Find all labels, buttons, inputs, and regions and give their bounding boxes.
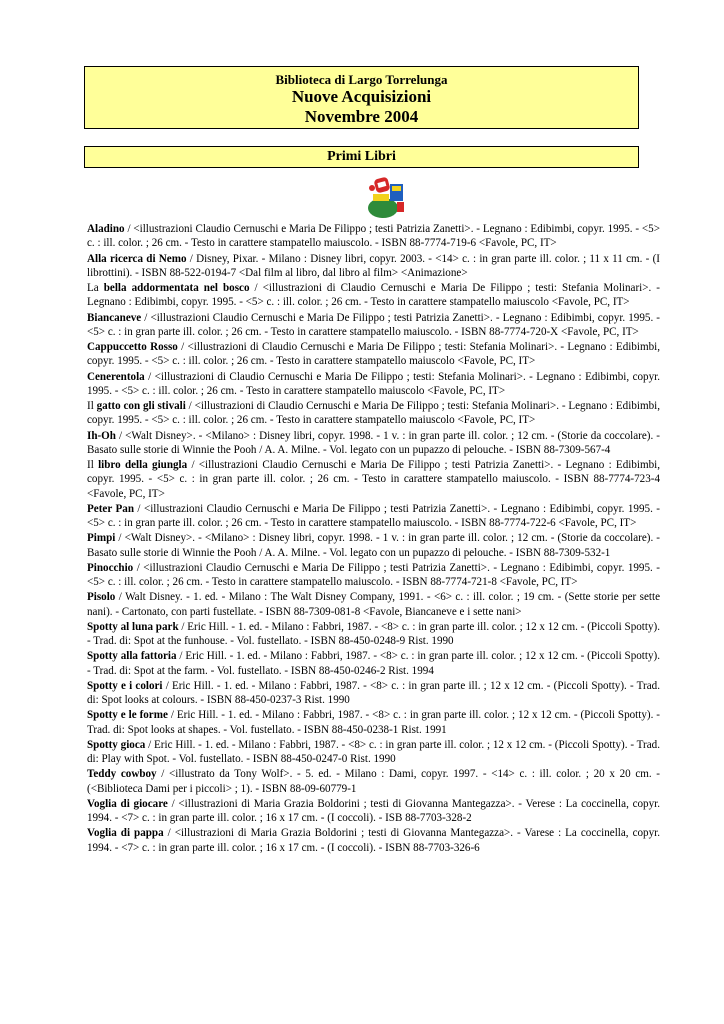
- book-entry: [87, 767, 660, 796]
- book-title: libro della giungla: [98, 459, 188, 471]
- book-description: / <illustrazioni Claudio Cernuschi e Maria De Filippo ; testi Patrizia Zanetti>. - Legnano : Edibimbi, copyr. 1995. - <5> c. : ill. color. ; 26 cm. - Testo in carattere stampatello maiuscolo. - ISBN 88-7774-719-6 <Favole, PC, IT>: [87, 223, 660, 250]
- book-entry: [87, 281, 660, 310]
- book-description: / <illustrazioni di Claudio Cernuschi e Maria De Filippo ; testi: Stefania Molinari>. - Legnano : Edibimbi, copyr. 1995. - <5> c. : ill. color. ; 26 cm. - Testo in carattere stampatello maiuscolo <Favole, PC, IT>: [87, 400, 660, 427]
- book-description: / <illustrazioni Claudio Cernuschi e Maria De Filippo ; testi Patrizia Zanetti>. - Legnano : Edibimbi, copyr. 1995. - <5> c. : in gran parte ill. color. ; 26 cm. - Testo in carattere stampatello maiuscolo. - ISBN 88-7774-722-6 <Favole, PC, IT>: [87, 502, 660, 530]
- book-title: Cappuccetto Rosso: [87, 341, 178, 353]
- book-title: Pinocchio: [87, 561, 134, 574]
- header-box: [84, 66, 639, 129]
- book-description: / <Walt Disney>. - <Milano> : Disney libri, copyr. 1998. - 1 v. : in gran parte ill. color. ; 12 cm. - (Storie da coccolare). - Basato sulle storie di Winnie the Pooh / A. A. Milne. - Vol. legato con un pupazzo di pelouche. - ISBN 88-7309-532-1: [87, 532, 660, 559]
- book-entry: [87, 531, 660, 560]
- book-entry: [87, 252, 660, 281]
- book-list: [87, 222, 660, 856]
- book-entry: [87, 620, 660, 649]
- book-article: La: [87, 282, 104, 294]
- library-name: Biblioteca di Largo Torrelunga: [275, 72, 448, 87]
- book-title: Ih-Oh: [87, 429, 116, 442]
- book-description: / Disney, Pixar. - Milano : Disney libri, copyr. 2003. - <14> c. : in gran parte ill. color. ; 11 x 11 cm. - (I librottini). - ISBN 88-522-0194-7 <Dal film al libro, dal libro al film> <Animazione>: [87, 252, 660, 279]
- period-title: Novembre 2004: [304, 107, 419, 126]
- book-title: Voglia di giocare: [87, 797, 168, 810]
- book-title: Alla ricerca di Nemo: [87, 252, 187, 265]
- book-entry: [87, 340, 660, 369]
- book-description: / <illustrato da Tony Wolf>. - 5. ed. - Milano : Dami, copyr. 1997. - <14> c. : ill. color. ; 20 x 20 cm. - (<Biblioteca Dami per i piccoli> ; 1). - ISBN 88-09-60779-1: [87, 768, 661, 795]
- book-description: / <illustrazioni Claudio Cernuschi e Maria De Filippo ; testi Patrizia Zanetti>. - Legnano : Edibimbi, copyr. 1995. - <5> c. : in gran parte ill. color. ; 26 cm. - Testo in carattere stampatello maiuscolo. - ISBN 88-7774-720-X <Favole, PC, IT>: [87, 311, 660, 338]
- book-description: / Eric Hill. - 1. ed. - Milano : Fabbri, 1987. - <8> c. : in gran parte ill. color. ; 12 x 12 cm. - (Piccoli Spotty). - Trad. di: Play with Spot. - Vol. fustellato. - ISBN 88-450-0247-0 Rist. 1990: [87, 738, 660, 766]
- book-entry: [87, 311, 660, 340]
- book-entry: [87, 561, 660, 590]
- book-article: Il: [87, 459, 99, 471]
- book-entry: [87, 708, 660, 737]
- book-title: Aladino: [87, 223, 125, 235]
- book-title: Cenerentola: [87, 370, 145, 383]
- section-title: Primi Libri: [327, 149, 396, 164]
- book-description: / <illustrazioni di Maria Grazia Boldorini ; testi di Giovanna Mantegazza>. - Verese : La coccinella, copyr. 1994. - <7> c. : in gran parte ill. color. ; 16 x 17 cm. - (I coccoli). - ISB 88-7703-328-2: [87, 797, 661, 825]
- book-title: Spotty al luna park: [87, 620, 179, 633]
- book-description: / <illustrazioni di Claudio Cernuschi e Maria De Filippo ; testi: Stefania Molinari>. - Legnano : Edibimbi, copyr. 1995. - <5> c. : ill. color. ; 26 cm. - Testo in carattere stampatello maiuscolo <Favole, PC, IT>: [87, 341, 660, 368]
- book-description: / Eric Hill. - 1. ed. - Milano : Fabbri, 1987. - <8> c. : in gran parte ill. color. ; 12 x 12 cm. - (Piccoli Spotty). - Trad. di: Spot at the funhouse. - Vol. fustellato. - ISBN 88-450-0248-9 Rist. 1990: [87, 620, 660, 648]
- book-entry: [87, 590, 660, 619]
- book-title: gatto con gli stivali: [96, 400, 186, 412]
- book-description: / <illustrazioni di Maria Grazia Boldorini ; testi di Giovanna Mantegazza>. - Varese : La coccinella, copyr. 1994. - <7> c. : in gran parte ill. color. ; 16 x 17 cm. - (I coccoli). - ISBN 88-7703-326-6: [87, 827, 660, 854]
- book-title: Spotty e le forme: [87, 709, 168, 722]
- book-entry: [87, 429, 660, 458]
- book-description: / <illustrazioni Claudio Cernuschi e Maria De Filippo ; testi Patrizia Zanetti>. - Legnano : Edibimbi, copyr. 1995. - <5> c. : ill. color. ; 26 cm. - Testo in carattere stampatello maiuscolo. - ISBN 88-7774-721-8 <Favole, PC, IT>: [87, 561, 660, 589]
- book-entry: [87, 399, 660, 428]
- book-title: Peter Pan: [87, 502, 134, 515]
- book-description: / Eric Hill. - 1. ed. - Milano : Fabbri, 1987. - <8> c. : in gran parte ill. color. ; 12 x 12 cm. - (Piccoli Spotty). - Trad. di: Spot looks at shapes. - Vol. fustellato. - ISBN 88-450-0238-1 Rist. 1991: [87, 709, 660, 736]
- book-entry: [87, 370, 660, 399]
- book-entry: [87, 222, 660, 251]
- children-books-icon-graphic: [363, 174, 409, 220]
- book-description: / Eric Hill. - 1. ed. - Milano : Fabbri, 1987. - <8> c. : in gran parte ill. color. ; 12 x 12 cm. - (Piccoli Spotty). - Trad. di: Spot at the farm. - Vol. fustellato. - ISBN 88-450-0246-2 Rist. 1994: [87, 650, 660, 677]
- children-books-icon: [363, 174, 409, 220]
- book-title: Pisolo: [87, 591, 116, 604]
- book-title: Biancaneve: [87, 311, 142, 324]
- book-entry: [87, 826, 660, 855]
- book-entry: [87, 738, 660, 767]
- book-title: Pimpi: [87, 532, 116, 545]
- book-title: Spotty gioca: [87, 738, 146, 751]
- book-title: Voglia di pappa: [87, 827, 164, 840]
- book-entry: [87, 502, 660, 531]
- book-article: Il: [87, 400, 97, 412]
- page-title: Nuove Acquisizioni: [291, 87, 432, 106]
- book-description: / Walt Disney. - 1. ed. - Milano : The Walt Disney Company, 1991. - <6> c. : ill. color. ; 19 cm. - (Sette storie per sette nani). - Cartonato, con parti fustellate. - ISBN 88-7309-081-8 <Favole, Biancaneve e i sette nani>: [87, 591, 660, 618]
- book-description: / <Walt Disney>. - <Milano> : Disney libri, copyr. 1998. - 1 v. : in gran parte ill. color. ; 12 cm. - (Storie da coccolare). - Basato sulle storie di Winnie the Pooh / A. A. Milne. - Vol. legato con un pupazzo di pelouche. - ISBN 88-7309-567-4: [87, 429, 660, 456]
- book-description: / Eric Hill. - 1. ed. - Milano : Fabbri, 1987. - <8> c. : in gran parte ill. ; 12 x 12 cm. - (Piccoli Spotty). - Trad. di: Spot looks at colours. - ISBN 88-450-0237-3 Rist. 1990: [87, 679, 660, 707]
- section-box: [84, 146, 639, 168]
- book-entry: [87, 797, 660, 826]
- book-title: Spotty e i colori: [87, 679, 163, 692]
- book-description: / <illustrazioni di Claudio Cernuschi e Maria De Filippo ; testi: Stefania Molinari>. - Legnano : Edibimbi, copyr. 1995. - <5> c. : ill. color. ; 26 cm. - Testo in carattere stampatello maiuscolo <Favole, PC, IT>: [87, 282, 660, 309]
- book-entry: [87, 679, 660, 708]
- book-description: / <illustrazioni di Claudio Cernuschi e Maria De Filippo ; testi: Stefania Molinari>. - Legnano : Edibimbi, copyr. 1995. - <5> c. : ill. color. ; 26 cm. - Testo in carattere stampatello maiuscolo <Favole, PC, IT>: [87, 370, 660, 397]
- book-entry: [87, 649, 660, 678]
- book-title: bella addormentata nel bosco: [103, 282, 250, 294]
- book-entry: [87, 458, 660, 501]
- book-title: Teddy cowboy: [87, 768, 157, 781]
- book-description: / <illustrazioni Claudio Cernuschi e Maria De Filippo ; testi Patrizia Zanetti>. - Legnano : Edibimbi, copyr. 1995. - <5> c. : in gran parte ill. color. ; 26 cm. - Testo in carattere stampatello maiuscolo. - ISBN 88-7774-723-4 <Favole, PC, IT>: [87, 459, 660, 500]
- book-title: Spotty alla fattoria: [87, 650, 177, 663]
